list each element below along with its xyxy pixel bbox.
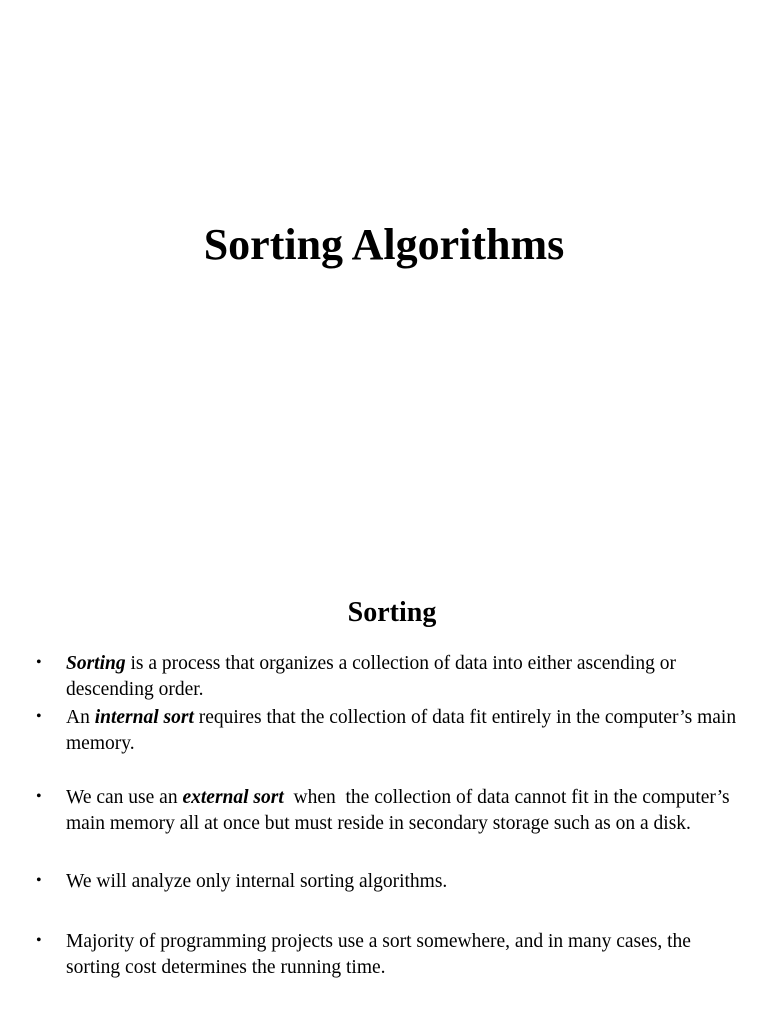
bullet-text: We will analyze only internal sorting algorithms. (66, 871, 448, 892)
bullet-item (36, 869, 746, 895)
bullet-icon: • (36, 708, 42, 725)
bullet-item (36, 651, 746, 703)
bullet-keyword: internal sort (94, 707, 194, 728)
bullet-keyword: external sort (182, 787, 284, 808)
bullet-item (36, 929, 746, 981)
bullet-list (36, 651, 746, 981)
slide-title: Sorting Algorithms (203, 220, 565, 269)
slide-heading: Sorting (347, 597, 437, 628)
content-slide (0, 576, 768, 1024)
bullet-prefix: We can use an (66, 787, 183, 808)
bullet-icon: • (36, 654, 42, 671)
bullet-item (36, 785, 746, 837)
bullet-text: when the collection of data cannot fit in the computer’s main memory all at once but must reside in secondary storage such as on a disk. (66, 787, 735, 834)
bullet-text: requires that the collection of data fit entirely in the computer’s main memory. (66, 707, 737, 754)
bullet-item (36, 705, 746, 757)
bullet-prefix: An (66, 707, 95, 728)
bullet-icon: • (36, 788, 42, 805)
bullet-icon: • (36, 932, 42, 949)
bullet-keyword: Sorting (66, 653, 126, 674)
bullet-text: Majority of programming projects use a sort somewhere, and in many cases, the sorting cost determines the running time. (66, 931, 691, 978)
bullet-icon: • (36, 872, 42, 889)
bullet-text: is a process that organizes a collection of data into either ascending or descending order. (66, 653, 676, 700)
